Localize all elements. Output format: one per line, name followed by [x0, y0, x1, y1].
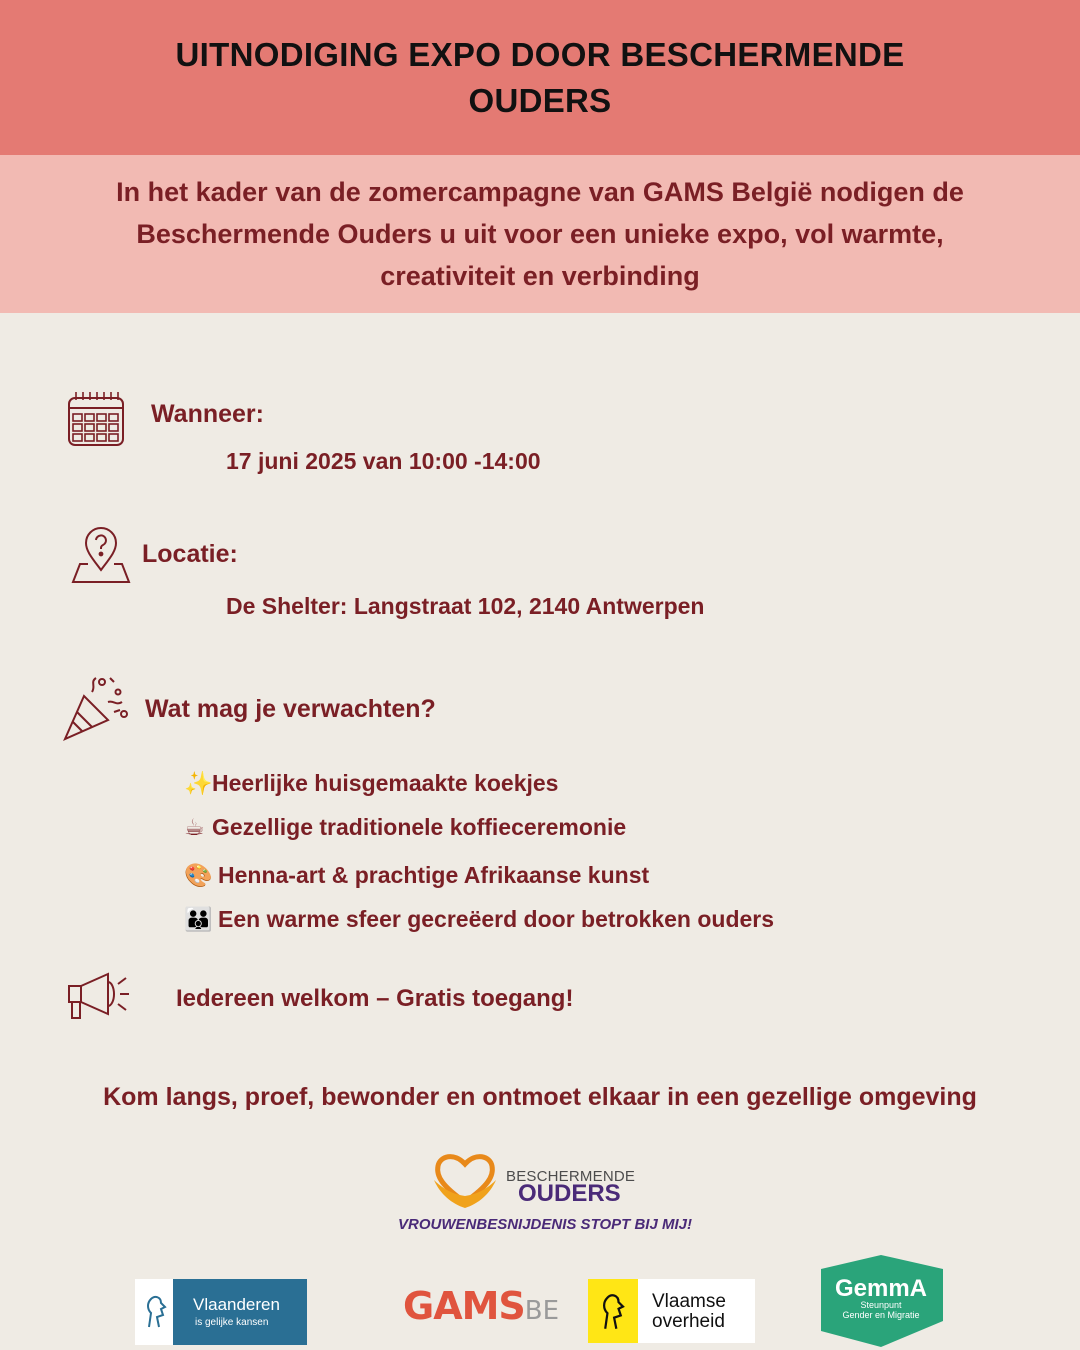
heart-hands-icon: [430, 1150, 500, 1212]
location-label: Locatie:: [142, 540, 238, 568]
palette-icon: 🎨: [184, 863, 213, 889]
logo-tagline: VROUWENBESNIJDENIS STOPT BIJ MIJ!: [398, 1216, 692, 1233]
logo-line2: OUDERS: [518, 1180, 621, 1207]
intro-banner: [0, 155, 1080, 313]
gams-suffix: BE: [524, 1296, 560, 1326]
when-value: 17 juni 2025 van 10:00 -14:00: [226, 448, 541, 474]
calendar-icon: [66, 390, 126, 448]
welcome-text: Iedereen welkom – Gratis toegang!: [176, 985, 574, 1012]
gemma-line1: Steunpunt: [860, 1300, 902, 1310]
vlaanderen-logo: [135, 1279, 307, 1345]
location-value: De Shelter: Langstraat 102, 2140 Antwerpen: [226, 593, 705, 619]
sparkles-icon: ✨: [184, 771, 213, 797]
gams-logo: [403, 1284, 559, 1330]
vlaamse-line1: Vlaamse: [652, 1291, 726, 1312]
lion-icon: [598, 1291, 628, 1331]
gams-name: GAMS: [403, 1284, 525, 1328]
closing-text: Kom langs, proef, bewonder en ontmoet elkaar in een gezellige omgeving: [103, 1083, 977, 1111]
gemma-logo: [817, 1255, 945, 1347]
coffee-icon: ☕: [184, 815, 205, 841]
intro-text: In het kader van de zomercampagne van GAMS België nodigen de Beschermende Ouders u uit voor een unieke expo, vol warmte, creativiteit en verbinding: [116, 177, 964, 291]
party-popper-icon: [62, 672, 132, 742]
lion-icon: [143, 1293, 169, 1329]
expect-item: ☕ Gezellige traditionele koffieceremonie: [184, 814, 627, 841]
logo-line1: BESCHERMENDE: [506, 1168, 636, 1185]
expect-item: 🎨 Henna-art & prachtige Afrikaanse kunst: [184, 862, 650, 889]
vlaamse-line2: overheid: [652, 1311, 725, 1332]
expect-item: 👪 Een warme sfeer gecreëerd door betrokken ouders: [184, 906, 775, 933]
megaphone-icon: [66, 970, 132, 1022]
expect-item: ✨Heerlijke huisgemaakte koekjes: [184, 770, 559, 797]
expect-label: Wat mag je verwachten?: [145, 695, 436, 723]
gemma-name: GemmA: [834, 1275, 928, 1302]
family-icon: 👪: [184, 907, 213, 933]
vlaanderen-sub: is gelijke kansen: [195, 1317, 269, 1328]
gemma-line2: Gender en Migratie: [842, 1310, 920, 1320]
vlaamse-overheid-logo: [588, 1279, 755, 1343]
map-pin-icon: [70, 524, 132, 584]
vlaanderen-name: Vlaanderen: [193, 1295, 280, 1314]
when-label: Wanneer:: [151, 400, 264, 428]
header-banner: [0, 0, 1080, 155]
page-title: UITNODIGING EXPO DOOR BESCHERMENDE OUDERS: [175, 35, 905, 119]
beschermende-ouders-logo: [398, 1150, 720, 1240]
